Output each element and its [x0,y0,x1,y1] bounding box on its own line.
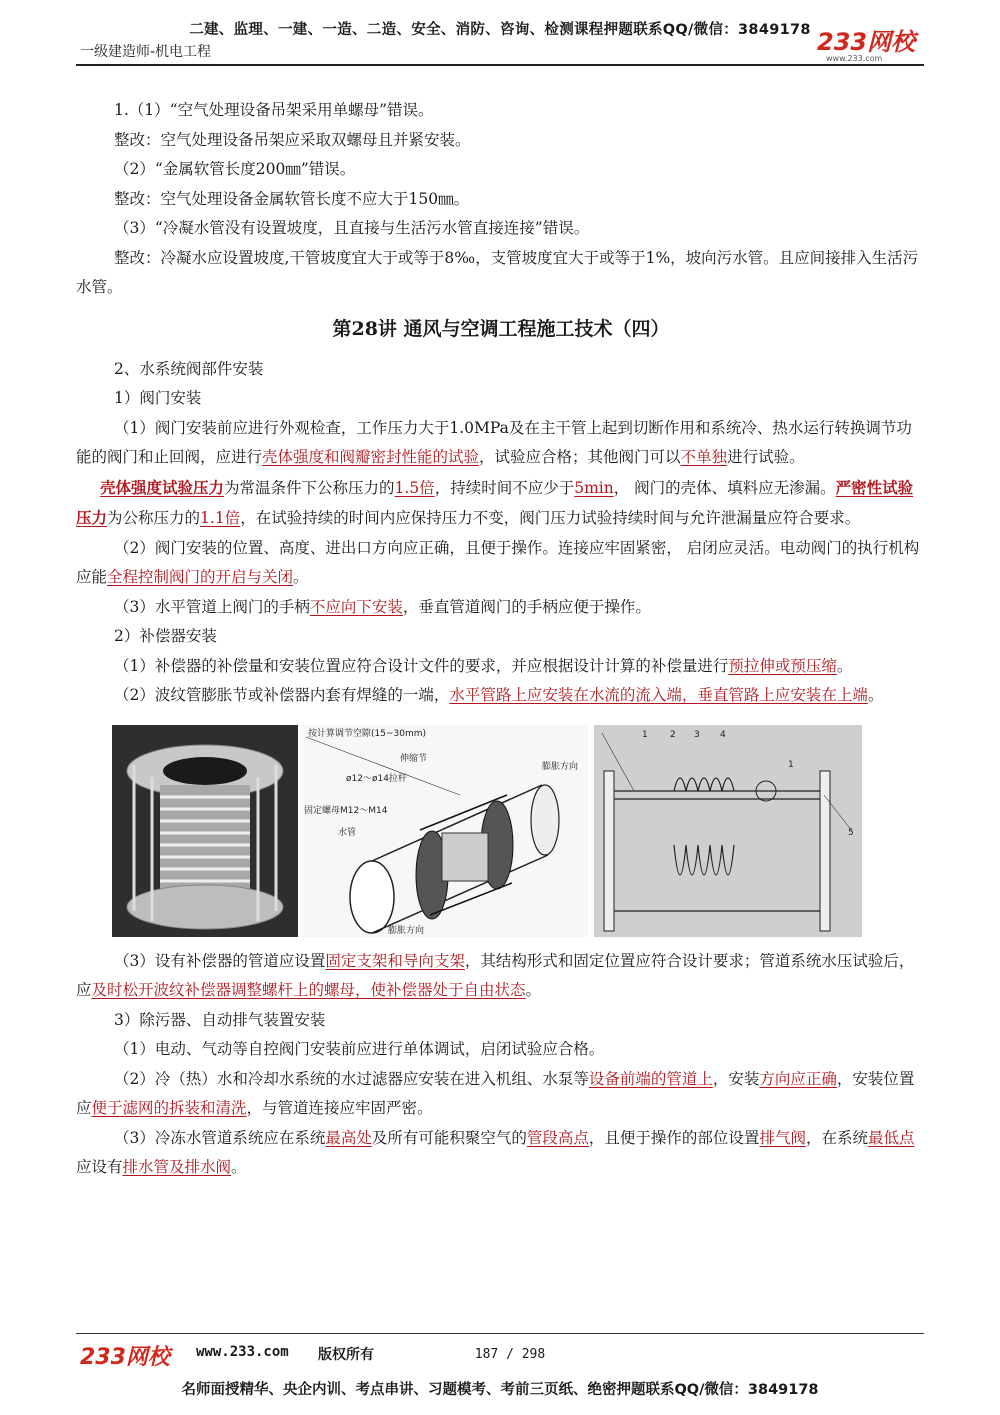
lecture-heading: 第28讲 通风与空调工程施工技术（四） [332,317,670,340]
highlight: 预拉伸或预压缩 [728,656,837,675]
figure-label: 4 [720,729,726,740]
course-name: 一级建造师-机电工程 [80,44,212,60]
paragraph: （2）冷（热）水和冷却水系统的水过滤器应安装在进入机组、水泵等设备前端的管道上，安装方向应正确，安装位置应便于滤网的拆装和清洗，与管道连接应牢固严密。 [76,1069,915,1117]
compensator-section-diagram [594,725,862,937]
footer-copyright: 版权所有 [318,1347,374,1363]
paragraph: （1）阀门安装前应进行外观检查，工作压力大于1.0MPa及在主干管上起到切断作用和系统冷、热水运行转换调节功能的阀门和止回阀，应进行壳体强度和阀瓣密封性能的试验，试验应合格；其他阀门可以不单独进行试验。 [76,418,912,466]
highlight: 方向应正确 [759,1069,837,1088]
correction-line: 整改：空气处理设备吊架应采取双螺母且并紧安装。 [114,130,471,149]
footer-rule [76,1333,924,1334]
highlight: 最高处 [325,1128,372,1147]
correction-line: 1.（1）“空气处理设备吊架采用单螺母”错误。 [114,101,434,119]
figure-label: ø12～ø14拉杆 [346,773,407,784]
paragraph: （1）补偿器的补偿量和安装位置应符合设计文件的要求，并应根据设计计算的补偿量进行预拉伸或预压缩。 [114,656,853,675]
page-content [76,96,926,1183]
footer-logo: 233网校 [80,1345,170,1370]
figure-label: 伸缩节 [400,753,428,764]
highlight: 壳体强度和阀瓣密封性能的试验 [262,448,480,466]
paragraph: （2）阀门安装的位置、高度、进出口方向应正确，且便于操作。连接应牢固紧密， 启闭应灵活。电动阀门的执行机构应能全程控制阀门的开启与关闭。 [76,538,920,586]
highlight: 设备前端的管道上 [588,1069,713,1088]
highlight: 水平管路上应安装在水流的流入端，垂直管路上应安装在上端 [449,686,868,704]
highlight: 不应向下安装 [309,597,403,616]
paragraph: 壳体强度试验压力为常温条件下公称压力的1.5倍，持续时间不应少于5min， 阀门的壳体、填料应无渗漏。严密性试验压力为公称压力的1.1倍，在试验持续的时间内应保持压力不变，阀门压力试验持续时间与允许泄漏量应符合要求。 [76,477,914,527]
highlight: 及时松开波纹补偿器调整螺杆上的螺母，使补偿器处于自由状态 [91,981,526,999]
highlight: 最低点 [867,1128,915,1147]
highlight: 1.1倍 [200,509,241,527]
figure-label: 1 [788,759,794,770]
highlight: 固定支架和导向支架 [325,951,465,970]
footer-site-link[interactable]: www.233.com [196,1344,289,1360]
highlight: 排水管及排水阀 [122,1158,232,1176]
highlight: 壳体强度试验压力 [100,477,225,497]
compensator-installation-diagram [302,725,588,937]
figure-label: 按计算调节空隙(15~30mm) [308,728,427,739]
paragraph: （1）电动、气动等自控阀门安装前应进行单体调试，启闭试验应合格。 [114,1040,605,1058]
section-title: 2、水系统阀部件安装 [114,359,264,378]
highlight: 便于滤网的拆装和清洗 [91,1099,247,1117]
figure-label: 膨胀方向 [542,761,579,772]
paragraph: （2）波纹管膨胀节或补偿器内套有焊缝的一端，水平管路上应安装在水流的流入端，垂直管路上应安装在上端。 [114,686,884,704]
correction-line: （3）“冷凝水管没有设置坡度，且直接与生活污水管直接连接”错误。 [114,219,590,237]
figure-label: 1 [642,729,648,740]
highlight: 管段高点 [526,1128,589,1147]
figure-label: 固定螺母M12～M14 [304,805,388,816]
figure-label: 2 [670,729,676,740]
top-banner: 二建、监理、一建、一造、二造、安全、消防、咨询、检测课程押题联系QQ/微信：3849178 [189,22,811,38]
figure-label: 水管 [338,827,357,838]
figure-label: 3 [694,729,700,740]
highlight: 5min [574,478,614,497]
brand-logo: 233网校 [817,28,916,56]
subsection-title: 3）除污器、自动排气装置安装 [114,1010,326,1029]
figure-row [76,725,926,937]
bottom-banner: 名师面授精华、央企内训、考点串讲、习题模考、考前三页纸、绝密押题联系QQ/微信：3849178 [181,1382,819,1398]
bellows-compensator-photo [112,725,298,937]
paragraph: （3）设有补偿器的管道应设置固定支架和导向支架，其结构形式和固定位置应符合设计要求；管道系统水压试验后，应及时松开波纹补偿器调整螺杆上的螺母，使补偿器处于自由状态。 [76,951,915,999]
header-rule [76,64,924,66]
subsection-title: 1）阀门安装 [114,389,202,407]
figure-label: 5 [848,827,854,838]
correction-line: 整改：空气处理设备金属软管长度不应大于150㎜。 [114,189,470,208]
subsection-title: 2）补偿器安装 [114,627,217,645]
page-number: 187 / 298 [474,1347,546,1362]
highlight: 排气阀 [759,1128,806,1147]
highlight: 1.5倍 [394,478,435,497]
brand-logo-url: www.233.com [826,54,883,63]
highlight: 不单独 [680,448,728,466]
paragraph: （3）水平管道上阀门的手柄不应向下安装，垂直管道阀门的手柄应便于操作。 [114,597,651,616]
figure-label: 膨胀方向 [388,925,425,936]
correction-line: （2）“金属软管长度200㎜”错误。 [114,160,356,178]
paragraph: （3）冷冻水管道系统应在系统最高处及所有可能积聚空气的管段高点，且便于操作的部位设置排气阀，在系统最低点应设有排水管及排水阀。 [76,1128,915,1176]
highlight: 全程控制阀门的开启与关闭 [107,568,294,586]
highlight: 严密性试验压力 [76,477,914,527]
correction-line: 整改：冷凝水应设置坡度,干管坡度宜大于或等于8‰，支管坡度宜大于或等于1%，坡向污水管。且应间接排入生活污水管。 [76,248,919,296]
